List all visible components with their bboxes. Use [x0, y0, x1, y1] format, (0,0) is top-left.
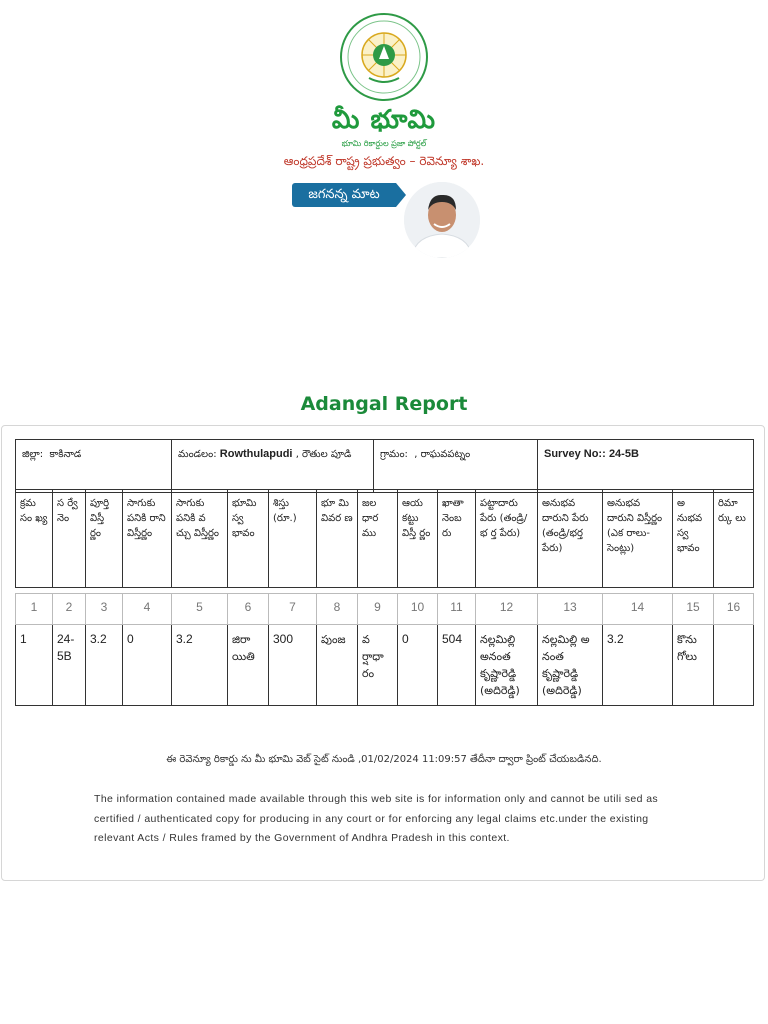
- serial-cell: 1: [16, 625, 53, 706]
- enjoyer-extent-cell: 3.2: [603, 625, 673, 706]
- column-header: జల ధార ము: [358, 490, 398, 588]
- column-number: 6: [228, 594, 269, 625]
- table-row: [16, 625, 754, 706]
- column-header: ఆయ కట్టు విస్తీ ర్ణం: [398, 490, 438, 588]
- ayacut-cell: 0: [398, 625, 438, 706]
- column-header: భూమి స్వ భావం: [228, 490, 269, 588]
- column-header: పూర్తి విస్తీ ర్ణం: [86, 490, 123, 588]
- column-header: సాగుకు పనికి వ చ్చు విస్తీర్ణం: [172, 490, 228, 588]
- remarks-cell: [714, 625, 754, 706]
- column-number: 5: [172, 594, 228, 625]
- column-number: 13: [538, 594, 603, 625]
- legal-disclaimer: The information contained made available through this web site is for information only and cannot be utili sed as certified / authenticated copy for producing in any court or for enforcing any legal claims etc.under the existing relevant Acts / Rules framed by the Government of Andhra Pradesh in this context.: [94, 793, 659, 844]
- column-number: 15: [673, 594, 714, 625]
- land-nature-cell: జిరా యితి: [228, 625, 269, 706]
- mandal-value: Rowthulapudi: [219, 448, 293, 460]
- report-title: Adangal Report: [300, 393, 468, 415]
- column-header: ఖాతా నెంబ రు: [438, 490, 476, 588]
- column-header: సాగుకు పనికి రాని విస్తీర్ణం: [123, 490, 172, 588]
- column-number: 4: [123, 594, 172, 625]
- column-number: 8: [317, 594, 358, 625]
- column-number: 16: [714, 594, 754, 625]
- land-class-cell: పుంజ: [317, 625, 358, 706]
- village-value: , రాఘవపట్నం: [414, 449, 471, 460]
- adangal-column-header-table: [15, 489, 754, 588]
- survey-cell: [538, 440, 754, 493]
- column-header: భూ మి వివర ణ: [317, 490, 358, 588]
- survey-value: 24-5B: [608, 448, 639, 460]
- column-header: అనుభవ దారుని పేరు (తండ్రి/భర్త పేరు): [538, 490, 603, 588]
- ap-government-emblem-icon: [339, 12, 429, 102]
- column-header: పట్టాదారు పేరు (తండ్రి/భ ర్త పేరు): [476, 490, 538, 588]
- district-label: జిల్లా:: [22, 449, 44, 460]
- district-value: కాకినాడ: [49, 449, 82, 460]
- tax-cell: 300: [269, 625, 317, 706]
- pattadar-name-cell: నల్లమిల్లి అనంత కృష్ణారెడ్డి (అదిరెడ్డి): [476, 625, 538, 706]
- column-header: అ నుభవ స్వ భావం: [673, 490, 714, 588]
- column-number: 9: [358, 594, 398, 625]
- enjoyment-nature-cell: కొను గోలు: [673, 625, 714, 706]
- column-number: 10: [398, 594, 438, 625]
- district-cell: [16, 440, 172, 493]
- portal-brand-title: మీ భూమి: [331, 105, 437, 135]
- person-portrait-icon: [404, 182, 480, 258]
- mandal-cell: [172, 440, 374, 493]
- jagananna-maata-badge[interactable]: జగనన్న మాట: [292, 183, 396, 207]
- cultivable-extent-cell: 3.2: [172, 625, 228, 706]
- survey-no-cell: 24-5B: [53, 625, 86, 706]
- column-number: 11: [438, 594, 476, 625]
- column-number: 2: [53, 594, 86, 625]
- uncultivable-extent-cell: 0: [123, 625, 172, 706]
- column-number-row: [16, 594, 754, 625]
- column-header: శిస్తు (రూ.): [269, 490, 317, 588]
- column-number: 14: [603, 594, 673, 625]
- water-source-cell: వ ర్షాధా రం: [358, 625, 398, 706]
- government-department-line: ఆంధ్రప్రదేశ్ రాష్ట్ర ప్రభుత్వం – రెవెన్యూ శాఖ.: [283, 154, 485, 168]
- column-number: 12: [476, 594, 538, 625]
- column-header-row: [16, 490, 754, 588]
- column-number: 3: [86, 594, 123, 625]
- village-label: గ్రామం:: [380, 449, 408, 460]
- enjoyer-name-cell: నల్లమిల్లి అ నంత కృష్ణారెడ్డి (అదిరెడ్డి): [538, 625, 603, 706]
- total-extent-cell: 3.2: [86, 625, 123, 706]
- chief-minister-portrait: [404, 182, 480, 258]
- column-header: అనుభవ దారుని విస్తీర్ణం (ఎక రాలు- సెంట్లు): [603, 490, 673, 588]
- portal-header: [0, 0, 768, 270]
- mandal-value-telugu: , రౌతుల పూడి: [295, 449, 352, 460]
- column-header: స ర్వే నెం: [53, 490, 86, 588]
- village-cell: [374, 440, 538, 493]
- mandal-label: మండలం:: [178, 449, 217, 460]
- khata-no-cell: 504: [438, 625, 476, 706]
- adangal-data-table: [15, 593, 754, 706]
- print-timestamp-note: ఈ రెవెన్యూ రికార్డు ను మీ భూమి వెబ్ సైట్ నుండి ,01/02/2024 11:09:57 తేదీనా ద్వారా ప్రింట్ చేయబడినది.: [166, 754, 602, 765]
- survey-label: Survey No::: [544, 448, 606, 460]
- location-info-table: [15, 439, 754, 493]
- portal-tagline: భూమి రికార్డుల ప్రజా పోర్టల్: [341, 139, 427, 148]
- column-number: 1: [16, 594, 53, 625]
- column-header: రిమా ర్కు లు: [714, 490, 754, 588]
- column-header: క్రమ సం ఖ్య: [16, 490, 53, 588]
- column-number: 7: [269, 594, 317, 625]
